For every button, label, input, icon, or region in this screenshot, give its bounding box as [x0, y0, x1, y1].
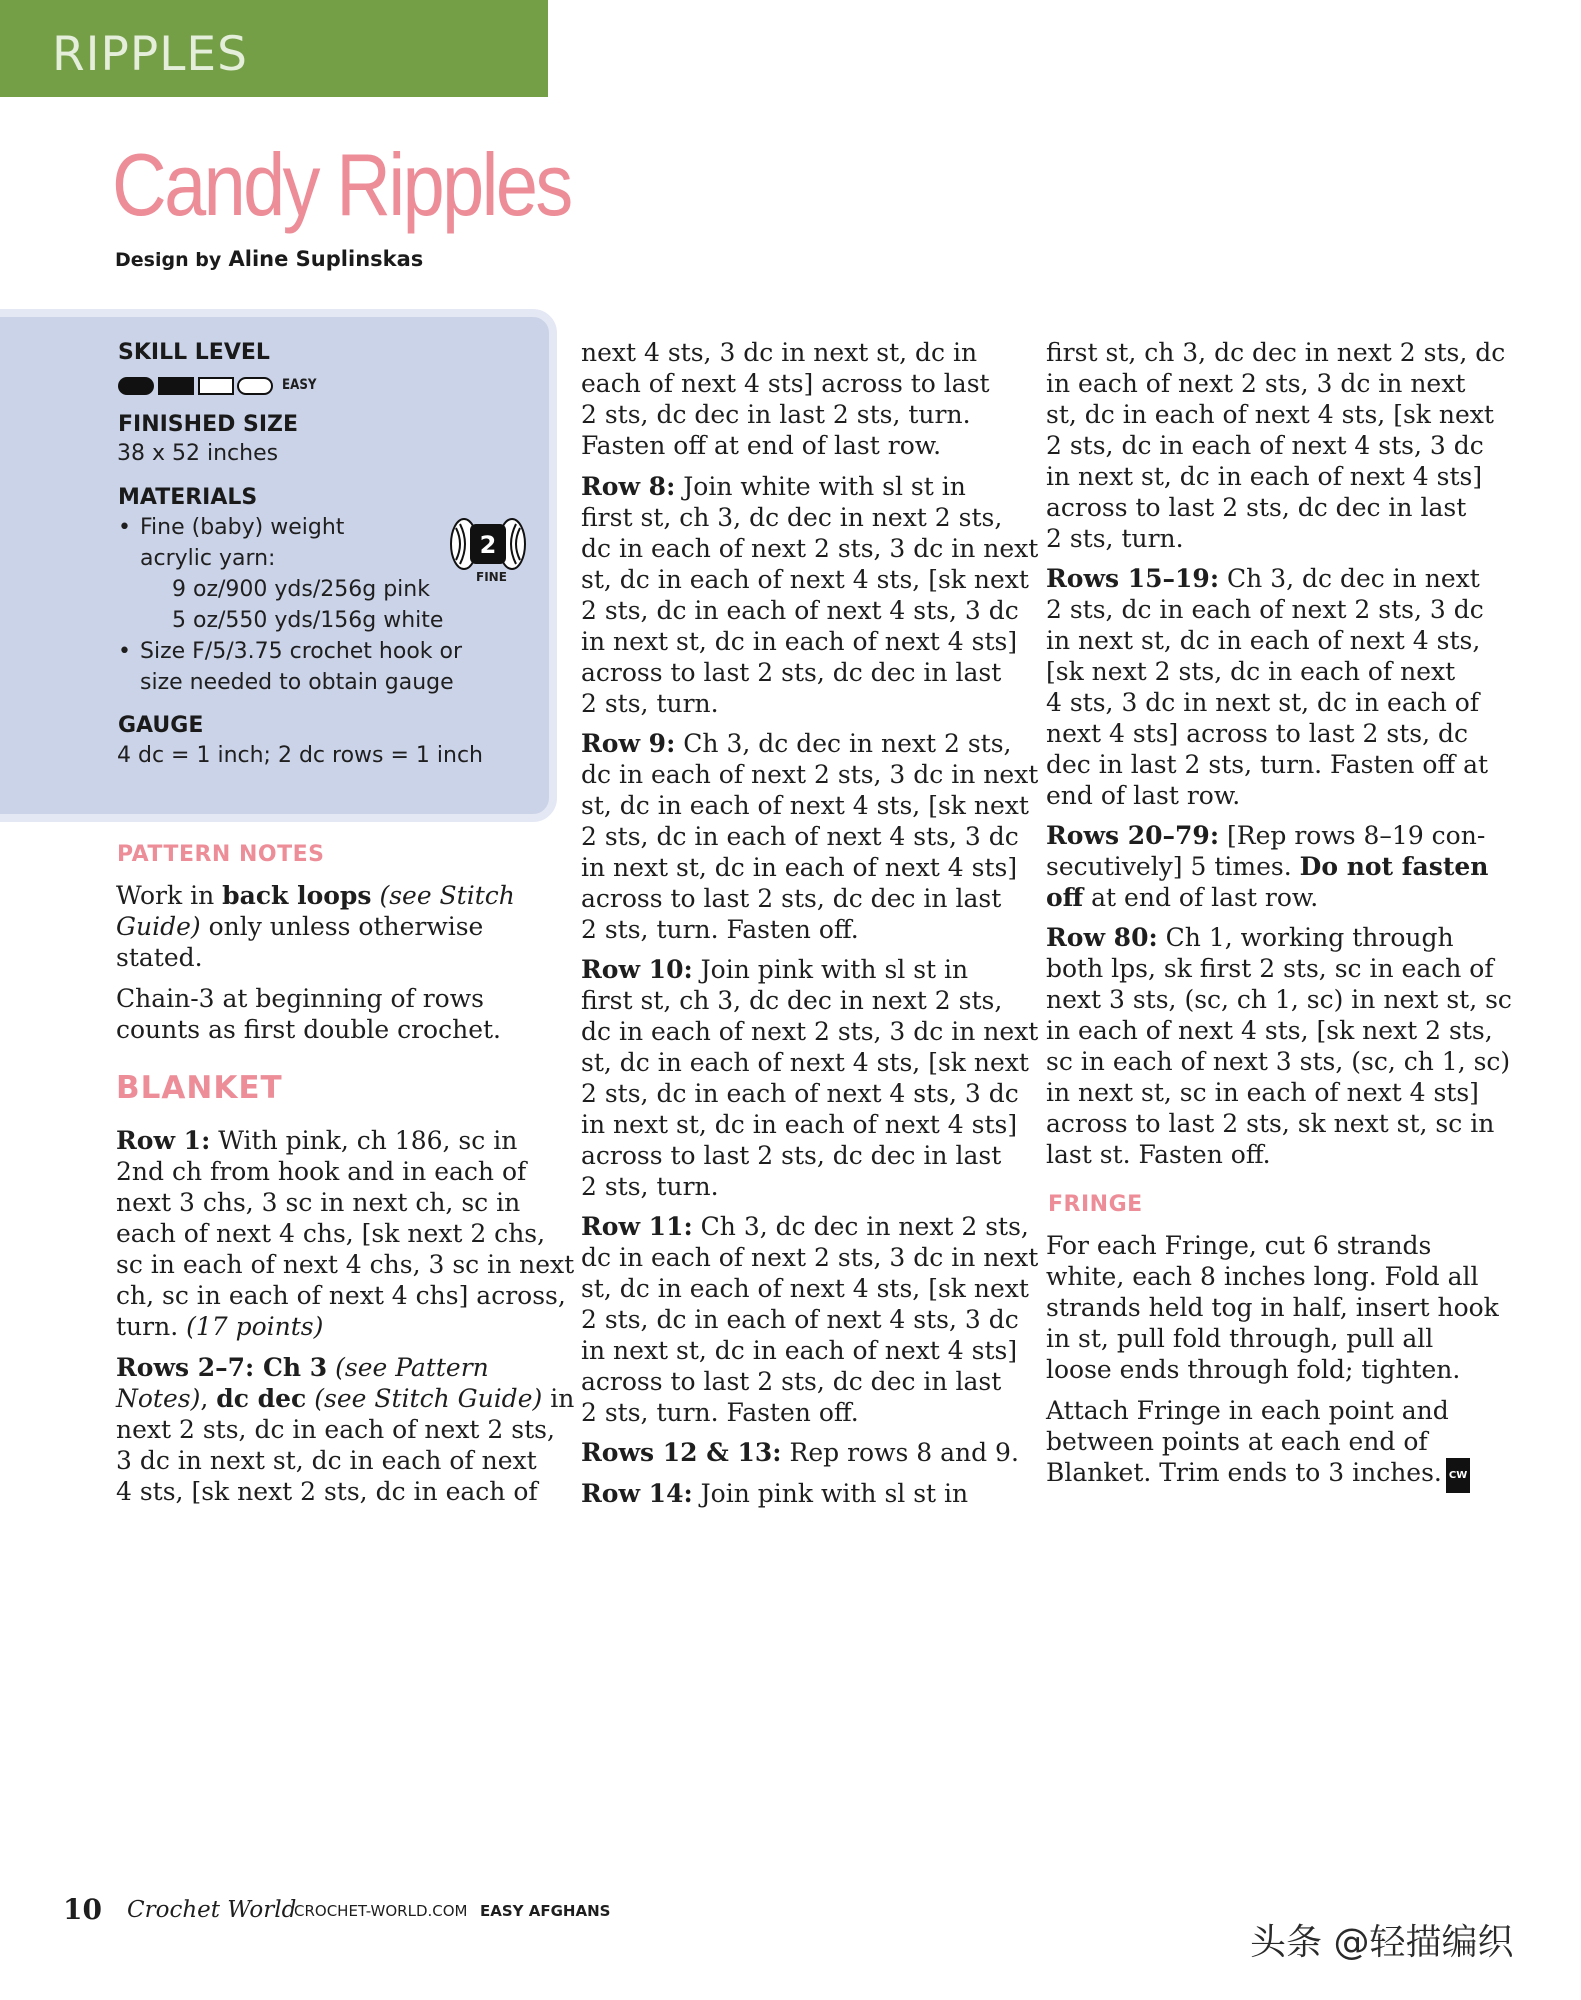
rows15-19-line: end of last row.: [1046, 781, 1241, 810]
row80-line: next 3 sts, (sc, ch 1, sc) in next st, sc: [1046, 985, 1512, 1014]
skill-bar-3: [199, 378, 233, 394]
row80-line: sc in each of next 3 sts, (sc, ch 1, sc): [1046, 1047, 1511, 1076]
row8-line: first st, ch 3, dc dec in next 2 sts,: [581, 503, 1003, 532]
rows12-13-line: Rows 12 & 13: Rep rows 8 and 9.: [581, 1438, 1019, 1467]
rows15-19-line: Rows 15–19: Ch 3, dc dec in next: [1046, 564, 1480, 593]
watermark: 头条 @轻描编织: [1250, 1922, 1514, 1963]
fringe-line: For each Fringe, cut 6 strands: [1046, 1231, 1432, 1260]
row1-line: next 3 chs, 3 sc in next ch, sc in: [116, 1188, 521, 1217]
rows15-19-line: 4 sts, 3 dc in next st, dc in each of: [1046, 688, 1480, 717]
gauge-value: 4 dc = 1 inch; 2 dc rows = 1 inch: [117, 743, 483, 768]
row11-line: Row 11: Ch 3, dc dec in next 2 sts,: [581, 1212, 1029, 1241]
fringe-line: strands held tog in half, insert hook: [1046, 1293, 1499, 1322]
bullet-icon: •: [118, 515, 131, 540]
rows2-7-line: Notes), dc dec (see Stitch Guide) in: [116, 1384, 575, 1413]
rows2-7-line: next 4 sts, 3 dc in next st, dc in: [581, 338, 978, 367]
row1-line: ch, sc in each of next 4 chs] across,: [116, 1281, 566, 1310]
pattern-notes-line: Work in back loops (see Stitch: [116, 881, 515, 910]
row11-line: 2 sts, turn. Fasten off.: [581, 1398, 859, 1427]
rows15-19-line: in next st, dc in each of next 4 sts,: [1046, 626, 1481, 655]
row1-line: 2nd ch from hook and in each of: [116, 1157, 527, 1186]
fringe-line: loose ends through fold; tighten.: [1046, 1355, 1461, 1384]
fringe-line: in st, pull fold through, pull all: [1046, 1324, 1434, 1353]
rows2-7-line: 3 dc in next st, dc in each of next: [116, 1446, 537, 1475]
row8-line: dc in each of next 2 sts, 3 dc in next: [581, 534, 1039, 563]
materials-hook-line1: Size F/5/3.75 crochet hook or: [140, 639, 463, 664]
row1-line: turn. (17 points): [116, 1312, 324, 1341]
row80-line: in each of next 4 sts, [sk next 2 sts,: [1046, 1016, 1493, 1045]
row10-line: 2 sts, turn.: [581, 1172, 719, 1201]
footer-section: EASY AFGHANS: [480, 1902, 611, 1920]
row80-line: in next st, sc in each of next 4 sts]: [1046, 1078, 1479, 1107]
skill-level-label: EASY: [282, 377, 317, 393]
row14-line: 2 sts, dc in each of next 4 sts, 3 dc: [1046, 431, 1484, 460]
designer-name: Aline Suplinskas: [228, 247, 424, 271]
row9-line: across to last 2 sts, dc dec in last: [581, 884, 1002, 913]
row14-line: first st, ch 3, dc dec in next 2 sts, dc: [1046, 338, 1506, 367]
materials-yarn-pink: 9 oz/900 yds/256g pink: [172, 577, 430, 602]
finished-size-value: 38 x 52 inches: [117, 441, 279, 466]
row9-line: 2 sts, dc in each of next 4 sts, 3 dc: [581, 822, 1019, 851]
section-tab: [0, 0, 548, 97]
row80-line: last st. Fasten off.: [1046, 1140, 1271, 1169]
row14-line: st, dc in each of next 4 sts, [sk next: [1046, 400, 1494, 429]
fringe-line: between points at each end of: [1046, 1427, 1428, 1456]
row10-line: in next st, dc in each of next 4 sts]: [581, 1110, 1018, 1139]
yarn-weight-label: FINE: [476, 570, 507, 584]
row11-line: in next st, dc in each of next 4 sts]: [581, 1336, 1018, 1365]
fringe-heading: FRINGE: [1048, 1192, 1143, 1217]
gauge-heading: GAUGE: [118, 713, 204, 738]
rows2-7-line: next 2 sts, dc in each of next 2 sts,: [116, 1415, 555, 1444]
magazine-url: CROCHET-WORLD.COM: [294, 1902, 468, 1920]
rows15-19-line: next 4 sts] across to last 2 sts, dc: [1046, 719, 1468, 748]
fringe-line: white, each 8 inches long. Fold all: [1046, 1262, 1479, 1291]
pattern-notes-line: stated.: [116, 943, 203, 972]
magazine-name: Crochet World: [127, 1897, 297, 1923]
materials-yarn-line1: Fine (baby) weight: [140, 515, 345, 540]
row8-line: 2 sts, dc in each of next 4 sts, 3 dc: [581, 596, 1019, 625]
row11-line: dc in each of next 2 sts, 3 dc in next: [581, 1243, 1039, 1272]
yarn-weight-number: 2: [479, 531, 497, 559]
row80-line: both lps, sk first 2 sts, sc in each of: [1046, 954, 1494, 983]
row1-line: sc in each of next 4 chs, 3 sc in next: [116, 1250, 575, 1279]
end-mark-icon: CW: [1446, 1458, 1470, 1493]
rows2-7-line: Rows 2–7: Ch 3 (see Pattern: [116, 1353, 489, 1382]
row8-line: 2 sts, turn.: [581, 689, 719, 718]
rows2-7-line: 2 sts, dc dec in last 2 sts, turn.: [581, 400, 971, 429]
fringe-line: Blanket. Trim ends to 3 inches. CW: [1046, 1457, 1470, 1493]
blanket-heading: BLANKET: [116, 1070, 283, 1106]
rows2-7-line: 4 sts, [sk next 2 sts, dc in each of: [116, 1477, 538, 1506]
row14-line: Row 14: Join pink with sl st in: [581, 1479, 969, 1508]
row10-line: dc in each of next 2 sts, 3 dc in next: [581, 1017, 1039, 1046]
skill-bar-4: [238, 378, 272, 394]
row14-line: in each of next 2 sts, 3 dc in next: [1046, 369, 1466, 398]
row80-line: across to last 2 sts, sk next st, sc in: [1046, 1109, 1495, 1138]
row14-line: in next st, dc in each of next 4 sts]: [1046, 462, 1483, 491]
row1-line: each of next 4 chs, [sk next 2 chs,: [116, 1219, 546, 1248]
skill-bar-2: [158, 377, 194, 395]
row9-line: st, dc in each of next 4 sts, [sk next: [581, 791, 1029, 820]
row1-line: Row 1: With pink, ch 186, sc in: [116, 1126, 518, 1155]
row14-line: across to last 2 sts, dc dec in last: [1046, 493, 1467, 522]
pattern-notes-line: Chain-3 at beginning of rows: [116, 984, 484, 1013]
pattern-notes-line: counts as first double crochet.: [116, 1015, 501, 1044]
row10-line: st, dc in each of next 4 sts, [sk next: [581, 1048, 1029, 1077]
row8-line: in next st, dc in each of next 4 sts]: [581, 627, 1018, 656]
rows15-19-line: 2 sts, dc in each of next 2 sts, 3 dc: [1046, 595, 1484, 624]
row10-line: Row 10: Join pink with sl st in: [581, 955, 969, 984]
row10-line: first st, ch 3, dc dec in next 2 sts,: [581, 986, 1003, 1015]
row9-line: dc in each of next 2 sts, 3 dc in next: [581, 760, 1039, 789]
section-tab-label: RIPPLES: [52, 27, 248, 82]
rows20-79-line: off at end of last row.: [1046, 883, 1319, 912]
pattern-notes-heading: PATTERN NOTES: [117, 842, 325, 867]
byline-prefix: Design by: [115, 249, 222, 271]
row80-line: Row 80: Ch 1, working through: [1046, 923, 1454, 952]
materials-yarn-line2: acrylic yarn:: [140, 546, 276, 571]
page-number: 10: [63, 1893, 102, 1926]
rows2-7-line: each of next 4 sts] across to last: [581, 369, 990, 398]
skill-bar-1: [118, 377, 154, 395]
row10-line: 2 sts, dc in each of next 4 sts, 3 dc: [581, 1079, 1019, 1108]
rows15-19-line: [sk next 2 sts, dc in each of next: [1046, 657, 1456, 686]
rows20-79-line: secutively] 5 times. Do not fasten: [1046, 852, 1489, 881]
materials-heading: MATERIALS: [118, 485, 258, 510]
rows15-19-line: dec in last 2 sts, turn. Fasten off at: [1046, 750, 1489, 779]
row8-line: Row 8: Join white with sl st in: [581, 472, 966, 501]
row11-line: across to last 2 sts, dc dec in last: [581, 1367, 1002, 1396]
row9-line: 2 sts, turn. Fasten off.: [581, 915, 859, 944]
materials-hook-line2: size needed to obtain gauge: [140, 670, 454, 695]
rows2-7-line: Fasten off at end of last row.: [581, 431, 942, 460]
rows20-79-line: Rows 20–79: [Rep rows 8–19 con-: [1046, 821, 1486, 850]
pattern-notes-line: Guide) only unless otherwise: [116, 912, 484, 941]
row9-line: in next st, dc in each of next 4 sts]: [581, 853, 1018, 882]
row8-line: st, dc in each of next 4 sts, [sk next: [581, 565, 1029, 594]
row11-line: st, dc in each of next 4 sts, [sk next: [581, 1274, 1029, 1303]
byline: [115, 247, 423, 271]
materials-yarn-white: 5 oz/550 yds/156g white: [172, 608, 444, 633]
row10-line: across to last 2 sts, dc dec in last: [581, 1141, 1002, 1170]
skill-level-bars-icon: [117, 375, 277, 397]
row8-line: across to last 2 sts, dc dec in last: [581, 658, 1002, 687]
page-title: Candy Ripples: [112, 135, 571, 234]
skill-level-heading: SKILL LEVEL: [118, 340, 270, 365]
fringe-line: Attach Fringe in each point and: [1046, 1396, 1449, 1425]
row9-line: Row 9: Ch 3, dc dec in next 2 sts,: [581, 729, 1012, 758]
bullet-icon: •: [118, 639, 131, 664]
row14-line: 2 sts, turn.: [1046, 524, 1184, 553]
finished-size-heading: FINISHED SIZE: [118, 412, 299, 437]
row11-line: 2 sts, dc in each of next 4 sts, 3 dc: [581, 1305, 1019, 1334]
